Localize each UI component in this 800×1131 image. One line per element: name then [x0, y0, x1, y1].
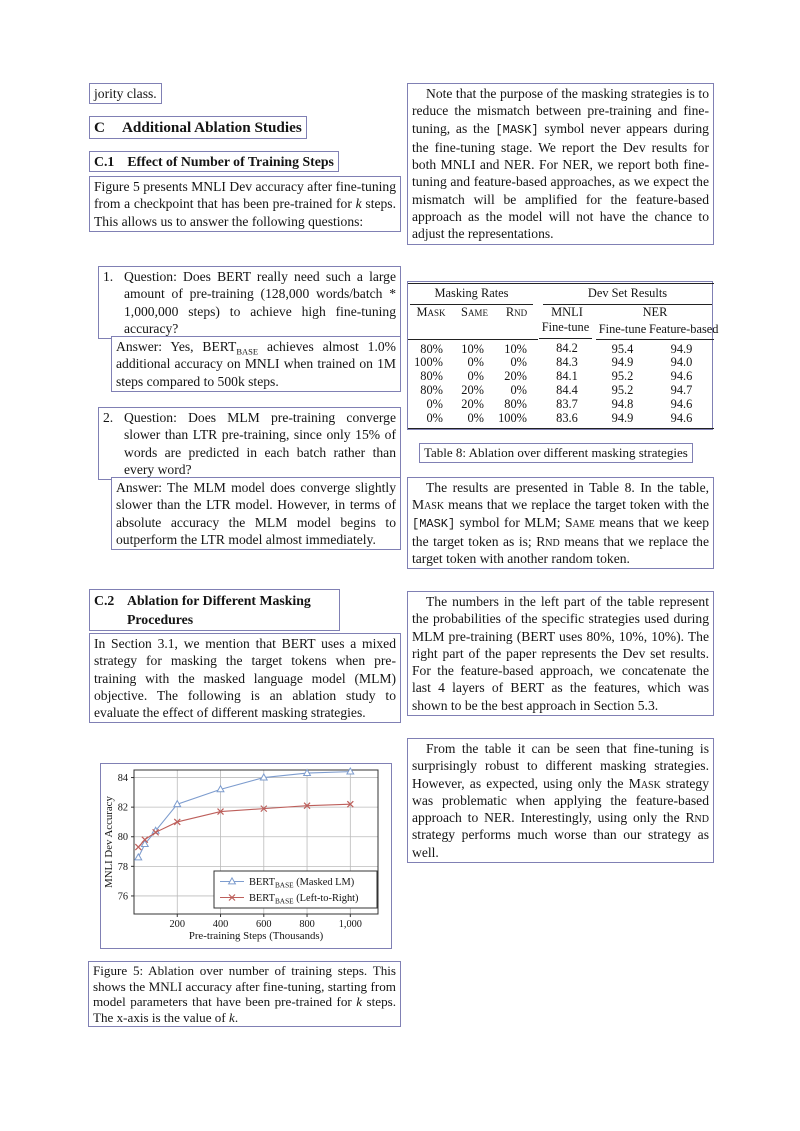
svg-text:600: 600	[256, 919, 272, 930]
section-title: Effect of Number of Training Steps	[127, 154, 334, 169]
table-cell: 95.2	[611, 369, 634, 384]
table-group-header-masking-rates: Masking Rates	[410, 284, 533, 305]
column-header-mnli: MNLI	[551, 305, 583, 319]
svg-text:400: 400	[212, 919, 229, 930]
subheader-mnli-finetune: Fine-tune	[539, 320, 592, 339]
paragraph-table8-conclusion: From the table it can be seen that fine-tuning is surprisingly robust to different masking strategies. However, as expected, using only the Mask strategy was problematic when applying the feature-based approach to NER. Interestingly, using only the Rnd strategy performs much worse than our strategy as well.	[407, 738, 714, 863]
answer-1: Answer: Yes, $BERT_{BASE}$ achieves almost 1.0% additional accuracy on MNLI when trained on 1M steps compared to 500k steps.	[111, 336, 401, 392]
table-cell: 84.1	[556, 369, 578, 384]
table-cell: 0%	[467, 355, 484, 370]
table-cell: 84.3	[556, 355, 578, 370]
subheader-ner-finetune: Fine-tune	[596, 320, 649, 339]
svg-text:82: 82	[117, 802, 128, 814]
question-2	[98, 407, 401, 480]
table-cell: 10%	[461, 341, 484, 356]
paragraph-table8-numbers: The numbers in the left part of the table represent the probabilities of the specific strategies used during MLM pre-training (BERT uses 80%, 10%, 10%). The right part of the paper represents the Dev set results. For the feature-based approach, we concatenate the last 4 layers of BERT as the features, which was shown to be the best approach in Section 5.3.	[407, 591, 714, 716]
subheader-ner-featurebased: Feature-based	[649, 320, 714, 339]
paragraph-table8-explanation: The results are presented in Table 8. In the table, Mask means that we replace the target token with the [MASK] symbol for MLM; Same means that we keep the target token as is; Rnd means that we replace the target token with another random token.	[407, 477, 714, 569]
table-cell: 100%	[414, 355, 443, 370]
section-heading-c1	[89, 151, 339, 172]
fragment-text: jority class.	[94, 86, 157, 101]
table-cell: 94.6	[670, 411, 693, 426]
svg-text:78: 78	[117, 861, 128, 873]
mask-token: [MASK]	[412, 516, 456, 531]
column-header-mask: Mask	[408, 305, 454, 339]
table-cell: 0%	[510, 383, 527, 398]
figure-5	[100, 763, 392, 949]
table-cell: 0%	[467, 411, 484, 426]
svg-text:80: 80	[117, 832, 128, 844]
table-cell: 94.9	[611, 411, 634, 426]
question-1	[98, 266, 401, 339]
table-cell: 80%	[504, 397, 527, 412]
table-row	[408, 356, 714, 370]
svg-text:BERTBASE (Left-to-Right): $BERT_{BASE}$ (Left-to-Right)	[249, 893, 359, 906]
table-row	[408, 398, 714, 412]
paragraph-c2-intro: In Section 3.1, we mention that BERT uses a mixed strategy for masking the target tokens when pre-training with the masked language model (MLM) objective. The following is an ablation study to evaluate the effect of different masking strategies.	[89, 633, 401, 723]
table-cell: 0%	[510, 355, 527, 370]
table-cell: 0%	[426, 411, 443, 426]
table-cell: 95.4	[611, 341, 634, 356]
svg-text:84: 84	[117, 773, 128, 785]
table-cell: 84.2	[556, 341, 578, 356]
paragraph-masking-purpose: Note that the purpose of the masking strategies is to reduce the mismatch between pre-training and fine-tuning, as the [MASK] symbol never appears during the fine-tuning stage. We report the Dev results for both MNLI and NER. For NER, we report both fine-tuning and feature-based approaches, as we expect the mismatch will be amplified for the feature-based approach as the model will not have the chance to adjust the representations.	[407, 83, 714, 245]
text-fragment	[89, 83, 162, 104]
list-number: 2.	[103, 410, 114, 425]
table-row	[408, 412, 714, 428]
mask-token: [MASK]	[495, 122, 539, 137]
table-cell: 94.9	[611, 355, 634, 370]
svg-text:1,000: 1,000	[338, 919, 362, 930]
table-cell: 94.6	[670, 397, 693, 412]
answer-2: Answer: The MLM model does converge slightly slower than the LTR model. However, in terms of absolute accuracy the MLM model begins to outperform the LTR model almost immediately.	[111, 477, 401, 550]
question-text: Question: Does BERT really need such a large amount of pre-training (128,000 words/batch * 1,000,000 steps) to achieve high fine-tuning accuracy?	[124, 269, 396, 336]
section-number: C.1	[94, 154, 115, 169]
table-cell: 94.9	[670, 341, 693, 356]
table-cell: 94.8	[611, 397, 634, 412]
table-row	[408, 339, 714, 356]
table-cell: 0%	[426, 397, 443, 412]
line-chart	[101, 764, 389, 946]
svg-text:BERTBASE (Masked LM): $BERT_{BASE}$ (Masked LM)	[249, 877, 355, 890]
column-header-ner: NER	[642, 305, 668, 319]
table-row	[408, 384, 714, 398]
table-cell: 20%	[461, 397, 484, 412]
table-cell: 20%	[504, 369, 527, 384]
table-8	[407, 281, 719, 430]
svg-text:200: 200	[169, 919, 185, 930]
figure-5-caption: Figure 5: Ablation over number of training steps. This shows the MNLI accuracy after fine-tuning, starting from model parameters that have been pre-trained for k steps. The x-axis is the value of k.	[88, 961, 401, 1027]
table-cell: 83.6	[556, 411, 578, 426]
column-header-rnd: Rnd	[495, 305, 538, 339]
table-cell: 100%	[498, 411, 527, 426]
table-cell: 80%	[420, 369, 443, 384]
table-row	[408, 370, 714, 384]
section-title: Ablation for Different Masking Procedures	[127, 593, 311, 627]
table-cell: 80%	[420, 341, 443, 356]
section-number: C.2	[94, 593, 115, 608]
section-number: C	[94, 119, 105, 136]
svg-text:MNLI Dev Accuracy: MNLI Dev Accuracy	[103, 796, 115, 888]
table-cell: 95.2	[611, 383, 634, 398]
section-heading-c2	[89, 589, 340, 631]
table-cell: 80%	[420, 383, 443, 398]
section-title: Additional Ablation Studies	[121, 119, 302, 136]
section-heading-c	[89, 116, 307, 139]
table-cell: 20%	[461, 383, 484, 398]
list-number: 1.	[103, 269, 114, 284]
subscript: BASE	[236, 346, 259, 357]
table-group-header-dev-set-results: Dev Set Results	[543, 284, 712, 305]
table-8-caption: Table 8: Ablation over different masking strategies	[419, 443, 693, 463]
svg-text:76: 76	[117, 891, 128, 903]
table-cell: 94.7	[670, 383, 693, 398]
column-header-same: Same	[454, 305, 495, 339]
paragraph-c1-intro: Figure 5 presents MNLI Dev accuracy after fine-tuning from a checkpoint that has been pre-trained for k steps. This allows us to answer the following questions:	[89, 176, 401, 232]
table-cell: 10%	[504, 341, 527, 356]
question-text: Question: Does MLM pre-training converge slower than LTR pre-training, since only 15% of words are predicted in each batch rather than every word?	[124, 410, 396, 477]
table-cell: 83.7	[556, 397, 578, 412]
table-cell: 94.0	[670, 355, 693, 370]
table-cell: 94.6	[670, 369, 693, 384]
table-cell: 84.4	[556, 383, 578, 398]
svg-text:800: 800	[299, 919, 315, 930]
svg-text:Pre-training Steps (Thousands): Pre-training Steps (Thousands)	[188, 930, 324, 942]
table-cell: 0%	[467, 369, 484, 384]
